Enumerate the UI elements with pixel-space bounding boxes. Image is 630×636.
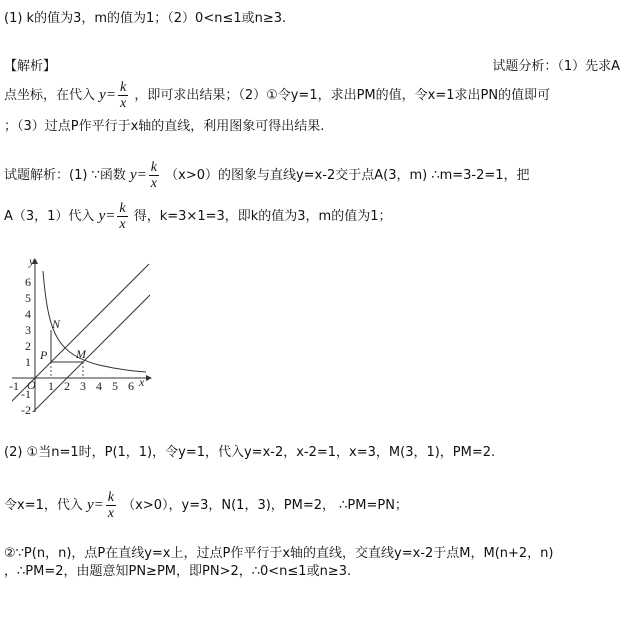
x-tick-label: 1 (48, 379, 54, 393)
point-m-label: M (76, 347, 86, 361)
formula-y: y (87, 497, 94, 513)
formula-den: x (119, 217, 126, 232)
formula-y: y (98, 208, 106, 224)
solution-line1-after: （x>0）的图象与直线y=x-2交于点A(3，m) ∴m=3-2=1，把 (165, 168, 530, 183)
formula-den: x (150, 176, 157, 191)
part3-line-1: ②∵P(n，n)，点P在直线y=x上，过点P作平行于x轴的直线，交直线y=x-2于点M，M(n+2，n) (4, 546, 554, 561)
solution-line1-before: 试题解析：(1) ∵函数 (4, 168, 126, 183)
formula-y-equals-k-over-x (98, 201, 134, 232)
formula-den: x (107, 506, 115, 521)
formula-y-equals-k-over-x (87, 490, 122, 521)
function-graph (4, 252, 154, 417)
answer-line: (1) k的值为3，m的值为1；（2）0<n≤1或n≥3. (4, 11, 287, 26)
part2-line-1: (2) ①当n=1时，P(1，1)，令y=1，代入y=x-2，x-2=1，x=3，M(3，1)，PM=2. (4, 445, 496, 460)
formula-y-equals-k-over-x (129, 160, 165, 191)
solution-line2-before: A（3，1）代入 (4, 209, 95, 224)
y-tick-label: 2 (25, 339, 31, 353)
formula-num: k (119, 80, 127, 95)
part3-line-2: ，∴PM=2，由题意知PN≥PM，即PN>2，∴0<n≤1或n≥3. (4, 564, 352, 579)
y-tick-label: -1 (21, 387, 31, 401)
x-tick-label: 6 (128, 379, 134, 393)
y-tick-label: 6 (25, 275, 31, 289)
y-tick-label: -2 (21, 403, 31, 417)
formula-y-equals-k-over-x (99, 80, 134, 111)
solution-line-1 (4, 160, 530, 191)
x-tick-label: -1 (9, 379, 19, 393)
y-tick-label: 5 (25, 291, 31, 305)
formula-y: y (99, 87, 106, 103)
x-axis-arrow (146, 375, 152, 381)
x-tick-label: 4 (96, 379, 102, 393)
analysis-line2-after: ，即可求出结果；（2）①令y=1，求出PM的值，令x=1求出PN的值即可 (134, 88, 551, 103)
x-axis-label: x (139, 375, 145, 389)
part2-line-2 (4, 490, 408, 521)
x-tick-label: 5 (112, 379, 118, 393)
y-tick-label: 1 (25, 355, 31, 369)
analysis-line-3: ；（3）过点P作平行于x轴的直线，利用图象可得出结果. (4, 119, 325, 134)
analysis-line-2 (4, 80, 550, 111)
solution-line-2 (4, 201, 392, 232)
formula-eq: = (105, 87, 116, 103)
formula-num: k (107, 490, 115, 505)
analysis-intro: 试题分析：（1）先求A (492, 59, 620, 74)
x-tick-label: 2 (64, 379, 70, 393)
solution-line2-after: 得，k=3×1=3，即k的值为3，m的值为1； (133, 209, 392, 224)
formula-den: x (119, 96, 127, 111)
y-tick-label: 4 (25, 307, 31, 321)
formula-eq: = (136, 167, 147, 183)
x-tick-label: 3 (80, 379, 86, 393)
point-n-label: N (52, 317, 61, 331)
formula-num: k (119, 201, 126, 216)
origin-label: O (27, 378, 36, 392)
formula-num: k (150, 160, 157, 175)
formula-y: y (129, 167, 137, 183)
point-p-label: P (40, 348, 48, 362)
formula-eq: = (105, 208, 116, 224)
part2-line2-before: 令x=1，代入 (4, 498, 83, 513)
analysis-line2-before: 点坐标，在代入 (4, 88, 96, 103)
formula-eq: = (93, 497, 104, 513)
y-axis-label: y (29, 254, 35, 268)
analysis-tag: 【解析】 (4, 59, 57, 74)
y-tick-label: 3 (25, 323, 31, 337)
part2-line2-after: （x>0），y=3，N(1，3)，PM=2， ∴PM=PN； (122, 498, 408, 513)
